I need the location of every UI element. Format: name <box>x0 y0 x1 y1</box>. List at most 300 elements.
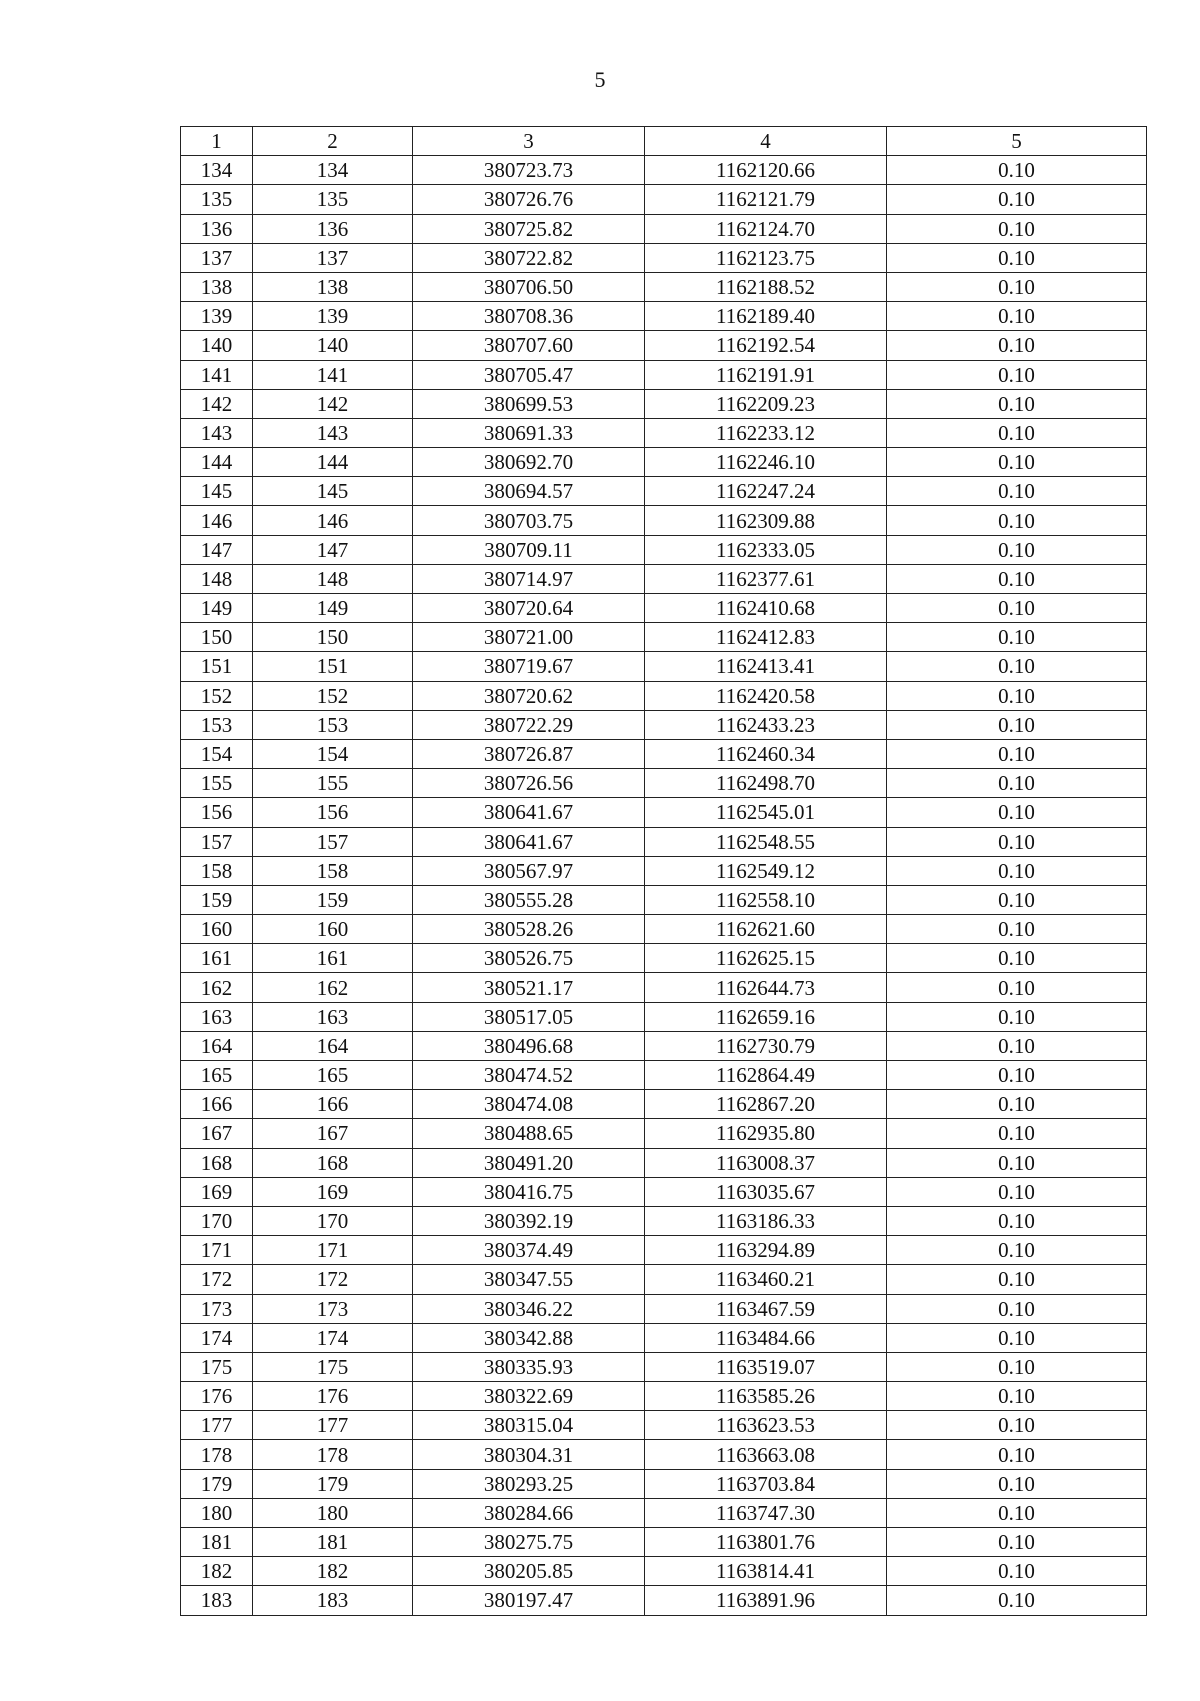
table-cell: 149 <box>181 594 253 623</box>
table-cell: 0.10 <box>887 973 1147 1002</box>
table-cell: 145 <box>253 477 413 506</box>
table-cell: 1162548.55 <box>645 827 887 856</box>
table-row <box>181 185 1147 214</box>
table-cell: 154 <box>181 739 253 768</box>
table-cell: 183 <box>253 1586 413 1615</box>
table-cell: 156 <box>253 798 413 827</box>
table-row <box>181 1002 1147 1031</box>
table-cell: 1163484.66 <box>645 1323 887 1352</box>
table-cell: 380197.47 <box>413 1586 645 1615</box>
table-cell: 154 <box>253 739 413 768</box>
table-row <box>181 915 1147 944</box>
table-row <box>181 827 1147 856</box>
table-cell: 1162864.49 <box>645 1061 887 1090</box>
table-cell: 136 <box>253 214 413 243</box>
table-cell: 1162191.91 <box>645 360 887 389</box>
table-row <box>181 564 1147 593</box>
table-cell: 0.10 <box>887 1236 1147 1265</box>
table-cell: 380714.97 <box>413 564 645 593</box>
table-cell: 161 <box>181 944 253 973</box>
table-cell: 1163035.67 <box>645 1177 887 1206</box>
table-cell: 380517.05 <box>413 1002 645 1031</box>
table-cell: 168 <box>181 1148 253 1177</box>
table-cell: 151 <box>181 652 253 681</box>
table-row <box>181 739 1147 768</box>
table-cell: 163 <box>181 1002 253 1031</box>
table-body <box>181 156 1147 1615</box>
table-cell: 0.10 <box>887 856 1147 885</box>
table-cell: 0.10 <box>887 506 1147 535</box>
table-cell: 179 <box>253 1469 413 1498</box>
table-row <box>181 1265 1147 1294</box>
table-cell: 176 <box>253 1382 413 1411</box>
table-cell: 1162644.73 <box>645 973 887 1002</box>
table-cell: 168 <box>253 1148 413 1177</box>
table-cell: 380722.82 <box>413 243 645 272</box>
table-cell: 1162498.70 <box>645 769 887 798</box>
table-cell: 1162545.01 <box>645 798 887 827</box>
table-cell: 0.10 <box>887 1586 1147 1615</box>
table-cell: 180 <box>253 1498 413 1527</box>
table-cell: 134 <box>253 156 413 185</box>
table-cell: 1162412.83 <box>645 623 887 652</box>
table-cell: 380699.53 <box>413 389 645 418</box>
table-row <box>181 594 1147 623</box>
table-cell: 0.10 <box>887 623 1147 652</box>
table-cell: 165 <box>253 1061 413 1090</box>
table-cell: 380335.93 <box>413 1352 645 1381</box>
table-cell: 380347.55 <box>413 1265 645 1294</box>
table-row <box>181 681 1147 710</box>
table-cell: 0.10 <box>887 1177 1147 1206</box>
column-header: 3 <box>413 127 645 156</box>
table-cell: 1162935.80 <box>645 1119 887 1148</box>
table-row <box>181 1323 1147 1352</box>
table-cell: 0.10 <box>887 1061 1147 1090</box>
table-cell: 1162189.40 <box>645 302 887 331</box>
table-cell: 1162377.61 <box>645 564 887 593</box>
table-cell: 0.10 <box>887 331 1147 360</box>
table-cell: 181 <box>181 1528 253 1557</box>
table-cell: 146 <box>253 506 413 535</box>
table-cell: 0.10 <box>887 1119 1147 1148</box>
table-cell: 139 <box>253 302 413 331</box>
table-cell: 155 <box>181 769 253 798</box>
table-cell: 177 <box>181 1411 253 1440</box>
table-row <box>181 360 1147 389</box>
table-cell: 380706.50 <box>413 272 645 301</box>
table-cell: 0.10 <box>887 885 1147 914</box>
table-cell: 380488.65 <box>413 1119 645 1148</box>
table-cell: 380705.47 <box>413 360 645 389</box>
table-cell: 173 <box>181 1294 253 1323</box>
table-cell: 155 <box>253 769 413 798</box>
table-cell: 0.10 <box>887 448 1147 477</box>
table-cell: 1162209.23 <box>645 389 887 418</box>
column-header: 1 <box>181 127 253 156</box>
table-cell: 0.10 <box>887 1294 1147 1323</box>
table-cell: 0.10 <box>887 535 1147 564</box>
table-cell: 380720.62 <box>413 681 645 710</box>
table-cell: 1162410.68 <box>645 594 887 623</box>
table-cell: 143 <box>181 418 253 447</box>
table-row <box>181 1294 1147 1323</box>
table-cell: 153 <box>253 710 413 739</box>
table-cell: 0.10 <box>887 564 1147 593</box>
table-cell: 380691.33 <box>413 418 645 447</box>
table-cell: 380342.88 <box>413 1323 645 1352</box>
table-cell: 380491.20 <box>413 1148 645 1177</box>
table-cell: 0.10 <box>887 1382 1147 1411</box>
table-cell: 169 <box>253 1177 413 1206</box>
table-cell: 380322.69 <box>413 1382 645 1411</box>
table-cell: 135 <box>253 185 413 214</box>
table-row <box>181 214 1147 243</box>
table-cell: 380528.26 <box>413 915 645 944</box>
table-cell: 1162333.05 <box>645 535 887 564</box>
table-cell: 1163008.37 <box>645 1148 887 1177</box>
table-cell: 181 <box>253 1528 413 1557</box>
table-cell: 380526.75 <box>413 944 645 973</box>
table-cell: 145 <box>181 477 253 506</box>
table-row <box>181 973 1147 1002</box>
table-cell: 0.10 <box>887 1031 1147 1060</box>
table-row <box>181 448 1147 477</box>
column-header: 2 <box>253 127 413 156</box>
table-cell: 164 <box>253 1031 413 1060</box>
table-row <box>181 506 1147 535</box>
table-cell: 0.10 <box>887 1557 1147 1586</box>
table-cell: 0.10 <box>887 360 1147 389</box>
table-cell: 0.10 <box>887 681 1147 710</box>
table-cell: 1162413.41 <box>645 652 887 681</box>
table-cell: 137 <box>181 243 253 272</box>
table-cell: 172 <box>253 1265 413 1294</box>
table-cell: 1162625.15 <box>645 944 887 973</box>
table-cell: 159 <box>181 885 253 914</box>
table-cell: 380726.87 <box>413 739 645 768</box>
table-row <box>181 243 1147 272</box>
table-cell: 380723.73 <box>413 156 645 185</box>
table-row <box>181 1382 1147 1411</box>
page-number: 5 <box>594 67 606 92</box>
table-row <box>181 798 1147 827</box>
table-cell: 157 <box>253 827 413 856</box>
table-cell: 165 <box>181 1061 253 1090</box>
table-cell: 160 <box>253 915 413 944</box>
table-row <box>181 769 1147 798</box>
table-cell: 1163703.84 <box>645 1469 887 1498</box>
table-row <box>181 1206 1147 1235</box>
table-cell: 178 <box>253 1440 413 1469</box>
table-cell: 142 <box>253 389 413 418</box>
table-cell: 0.10 <box>887 1352 1147 1381</box>
table-cell: 150 <box>181 623 253 652</box>
table-cell: 1162309.88 <box>645 506 887 535</box>
table-cell: 144 <box>181 448 253 477</box>
table-row <box>181 885 1147 914</box>
table-cell: 1162233.12 <box>645 418 887 447</box>
table-cell: 174 <box>181 1323 253 1352</box>
table-cell: 176 <box>181 1382 253 1411</box>
table-row <box>181 1586 1147 1615</box>
table-cell: 380726.76 <box>413 185 645 214</box>
table-cell: 380726.56 <box>413 769 645 798</box>
table-row <box>181 1469 1147 1498</box>
table-cell: 177 <box>253 1411 413 1440</box>
table-cell: 159 <box>253 885 413 914</box>
table-row <box>181 1148 1147 1177</box>
table-row <box>181 1236 1147 1265</box>
table-row <box>181 652 1147 681</box>
table-cell: 170 <box>253 1206 413 1235</box>
table-cell: 179 <box>181 1469 253 1498</box>
table-cell: 149 <box>253 594 413 623</box>
table-cell: 0.10 <box>887 1265 1147 1294</box>
table-cell: 146 <box>181 506 253 535</box>
table-cell: 1163623.53 <box>645 1411 887 1440</box>
table-cell: 1162124.70 <box>645 214 887 243</box>
table-cell: 1163460.21 <box>645 1265 887 1294</box>
table-row <box>181 944 1147 973</box>
coordinates-table <box>180 126 1147 1616</box>
table-row <box>181 1411 1147 1440</box>
table-cell: 169 <box>181 1177 253 1206</box>
table-cell: 1162460.34 <box>645 739 887 768</box>
table-cell: 1163663.08 <box>645 1440 887 1469</box>
table-row <box>181 272 1147 301</box>
table-header-row <box>181 127 1147 156</box>
table-cell: 163 <box>253 1002 413 1031</box>
table-row <box>181 477 1147 506</box>
table-row <box>181 535 1147 564</box>
table-cell: 380304.31 <box>413 1440 645 1469</box>
table-cell: 380720.64 <box>413 594 645 623</box>
table-cell: 1163467.59 <box>645 1294 887 1323</box>
table-cell: 0.10 <box>887 272 1147 301</box>
table-cell: 380275.75 <box>413 1528 645 1557</box>
table-cell: 1163585.26 <box>645 1382 887 1411</box>
table-cell: 1163294.89 <box>645 1236 887 1265</box>
table-cell: 0.10 <box>887 1323 1147 1352</box>
table-cell: 0.10 <box>887 418 1147 447</box>
table-cell: 1162558.10 <box>645 885 887 914</box>
table-cell: 178 <box>181 1440 253 1469</box>
table-cell: 148 <box>181 564 253 593</box>
table-cell: 1162867.20 <box>645 1090 887 1119</box>
table-cell: 175 <box>181 1352 253 1381</box>
table-cell: 0.10 <box>887 944 1147 973</box>
table-cell: 182 <box>253 1557 413 1586</box>
table-cell: 138 <box>181 272 253 301</box>
table-cell: 140 <box>253 331 413 360</box>
table-cell: 1162121.79 <box>645 185 887 214</box>
table-cell: 380474.52 <box>413 1061 645 1090</box>
table-cell: 1162247.24 <box>645 477 887 506</box>
table-cell: 0.10 <box>887 302 1147 331</box>
table-cell: 0.10 <box>887 1498 1147 1527</box>
table-cell: 380567.97 <box>413 856 645 885</box>
table-cell: 380694.57 <box>413 477 645 506</box>
table-cell: 151 <box>253 652 413 681</box>
table-cell: 1162621.60 <box>645 915 887 944</box>
table-cell: 1162123.75 <box>645 243 887 272</box>
table-cell: 0.10 <box>887 739 1147 768</box>
table-cell: 1162549.12 <box>645 856 887 885</box>
table-cell: 162 <box>253 973 413 1002</box>
table-cell: 152 <box>181 681 253 710</box>
table-cell: 1162192.54 <box>645 331 887 360</box>
table-cell: 380205.85 <box>413 1557 645 1586</box>
table-cell: 380722.29 <box>413 710 645 739</box>
table-cell: 167 <box>253 1119 413 1148</box>
table-cell: 1162188.52 <box>645 272 887 301</box>
table-cell: 1162420.58 <box>645 681 887 710</box>
table-cell: 164 <box>181 1031 253 1060</box>
table-cell: 380284.66 <box>413 1498 645 1527</box>
table-cell: 1162730.79 <box>645 1031 887 1060</box>
table-cell: 166 <box>253 1090 413 1119</box>
table-cell: 147 <box>253 535 413 564</box>
table-cell: 0.10 <box>887 915 1147 944</box>
table-row <box>181 1528 1147 1557</box>
table-row <box>181 302 1147 331</box>
table-row <box>181 1498 1147 1527</box>
table-cell: 183 <box>181 1586 253 1615</box>
table-cell: 140 <box>181 331 253 360</box>
table-cell: 143 <box>253 418 413 447</box>
table-cell: 0.10 <box>887 710 1147 739</box>
table-cell: 380708.36 <box>413 302 645 331</box>
table-cell: 0.10 <box>887 1148 1147 1177</box>
table-cell: 0.10 <box>887 1528 1147 1557</box>
table-cell: 158 <box>253 856 413 885</box>
table-cell: 171 <box>253 1236 413 1265</box>
table-cell: 380474.08 <box>413 1090 645 1119</box>
table-row <box>181 1352 1147 1381</box>
table-cell: 380725.82 <box>413 214 645 243</box>
table-cell: 380703.75 <box>413 506 645 535</box>
table-cell: 166 <box>181 1090 253 1119</box>
table-cell: 1163814.41 <box>645 1557 887 1586</box>
table-cell: 380346.22 <box>413 1294 645 1323</box>
table-cell: 1162433.23 <box>645 710 887 739</box>
table-cell: 0.10 <box>887 389 1147 418</box>
table-cell: 0.10 <box>887 798 1147 827</box>
table-cell: 156 <box>181 798 253 827</box>
table-cell: 1163519.07 <box>645 1352 887 1381</box>
table-cell: 0.10 <box>887 243 1147 272</box>
table-cell: 1162659.16 <box>645 1002 887 1031</box>
table-cell: 380315.04 <box>413 1411 645 1440</box>
table-cell: 0.10 <box>887 827 1147 856</box>
table-row <box>181 418 1147 447</box>
table-cell: 0.10 <box>887 652 1147 681</box>
table-cell: 180 <box>181 1498 253 1527</box>
table-cell: 144 <box>253 448 413 477</box>
column-header: 5 <box>887 127 1147 156</box>
table-cell: 380416.75 <box>413 1177 645 1206</box>
table-cell: 380709.11 <box>413 535 645 564</box>
table-cell: 139 <box>181 302 253 331</box>
table-cell: 0.10 <box>887 594 1147 623</box>
table-cell: 380555.28 <box>413 885 645 914</box>
table-row <box>181 389 1147 418</box>
table-cell: 380641.67 <box>413 827 645 856</box>
table-row <box>181 1557 1147 1586</box>
table-cell: 147 <box>181 535 253 564</box>
table-cell: 137 <box>253 243 413 272</box>
table-cell: 153 <box>181 710 253 739</box>
table-cell: 150 <box>253 623 413 652</box>
table-cell: 160 <box>181 915 253 944</box>
table-cell: 0.10 <box>887 769 1147 798</box>
table-cell: 0.10 <box>887 477 1147 506</box>
table-cell: 380692.70 <box>413 448 645 477</box>
table-cell: 1163891.96 <box>645 1586 887 1615</box>
table-cell: 175 <box>253 1352 413 1381</box>
table-cell: 380392.19 <box>413 1206 645 1235</box>
table-cell: 380521.17 <box>413 973 645 1002</box>
table-cell: 0.10 <box>887 156 1147 185</box>
table-cell: 171 <box>181 1236 253 1265</box>
table-cell: 142 <box>181 389 253 418</box>
table-cell: 1162120.66 <box>645 156 887 185</box>
table-cell: 158 <box>181 856 253 885</box>
table-row <box>181 623 1147 652</box>
column-header: 4 <box>645 127 887 156</box>
table-row <box>181 710 1147 739</box>
table-cell: 380293.25 <box>413 1469 645 1498</box>
table-cell: 148 <box>253 564 413 593</box>
table-cell: 174 <box>253 1323 413 1352</box>
table-cell: 170 <box>181 1206 253 1235</box>
table-cell: 141 <box>253 360 413 389</box>
table-cell: 380719.67 <box>413 652 645 681</box>
table-cell: 380496.68 <box>413 1031 645 1060</box>
table-row <box>181 1440 1147 1469</box>
table-cell: 167 <box>181 1119 253 1148</box>
table-cell: 1163186.33 <box>645 1206 887 1235</box>
table-cell: 0.10 <box>887 1090 1147 1119</box>
table-cell: 1163747.30 <box>645 1498 887 1527</box>
table-row <box>181 331 1147 360</box>
table-cell: 157 <box>181 827 253 856</box>
table-cell: 135 <box>181 185 253 214</box>
table-cell: 0.10 <box>887 185 1147 214</box>
table-row <box>181 1090 1147 1119</box>
table-cell: 0.10 <box>887 1411 1147 1440</box>
table-cell: 162 <box>181 973 253 1002</box>
table-row <box>181 1119 1147 1148</box>
table-cell: 152 <box>253 681 413 710</box>
table-cell: 138 <box>253 272 413 301</box>
table-cell: 1162246.10 <box>645 448 887 477</box>
table-row <box>181 856 1147 885</box>
table-cell: 161 <box>253 944 413 973</box>
table-cell: 0.10 <box>887 1469 1147 1498</box>
table-cell: 0.10 <box>887 1002 1147 1031</box>
table-cell: 136 <box>181 214 253 243</box>
table-cell: 0.10 <box>887 1440 1147 1469</box>
table-cell: 173 <box>253 1294 413 1323</box>
table-row <box>181 1177 1147 1206</box>
table-cell: 0.10 <box>887 214 1147 243</box>
table-row <box>181 156 1147 185</box>
table-row <box>181 1061 1147 1090</box>
table-cell: 380641.67 <box>413 798 645 827</box>
table-cell: 141 <box>181 360 253 389</box>
